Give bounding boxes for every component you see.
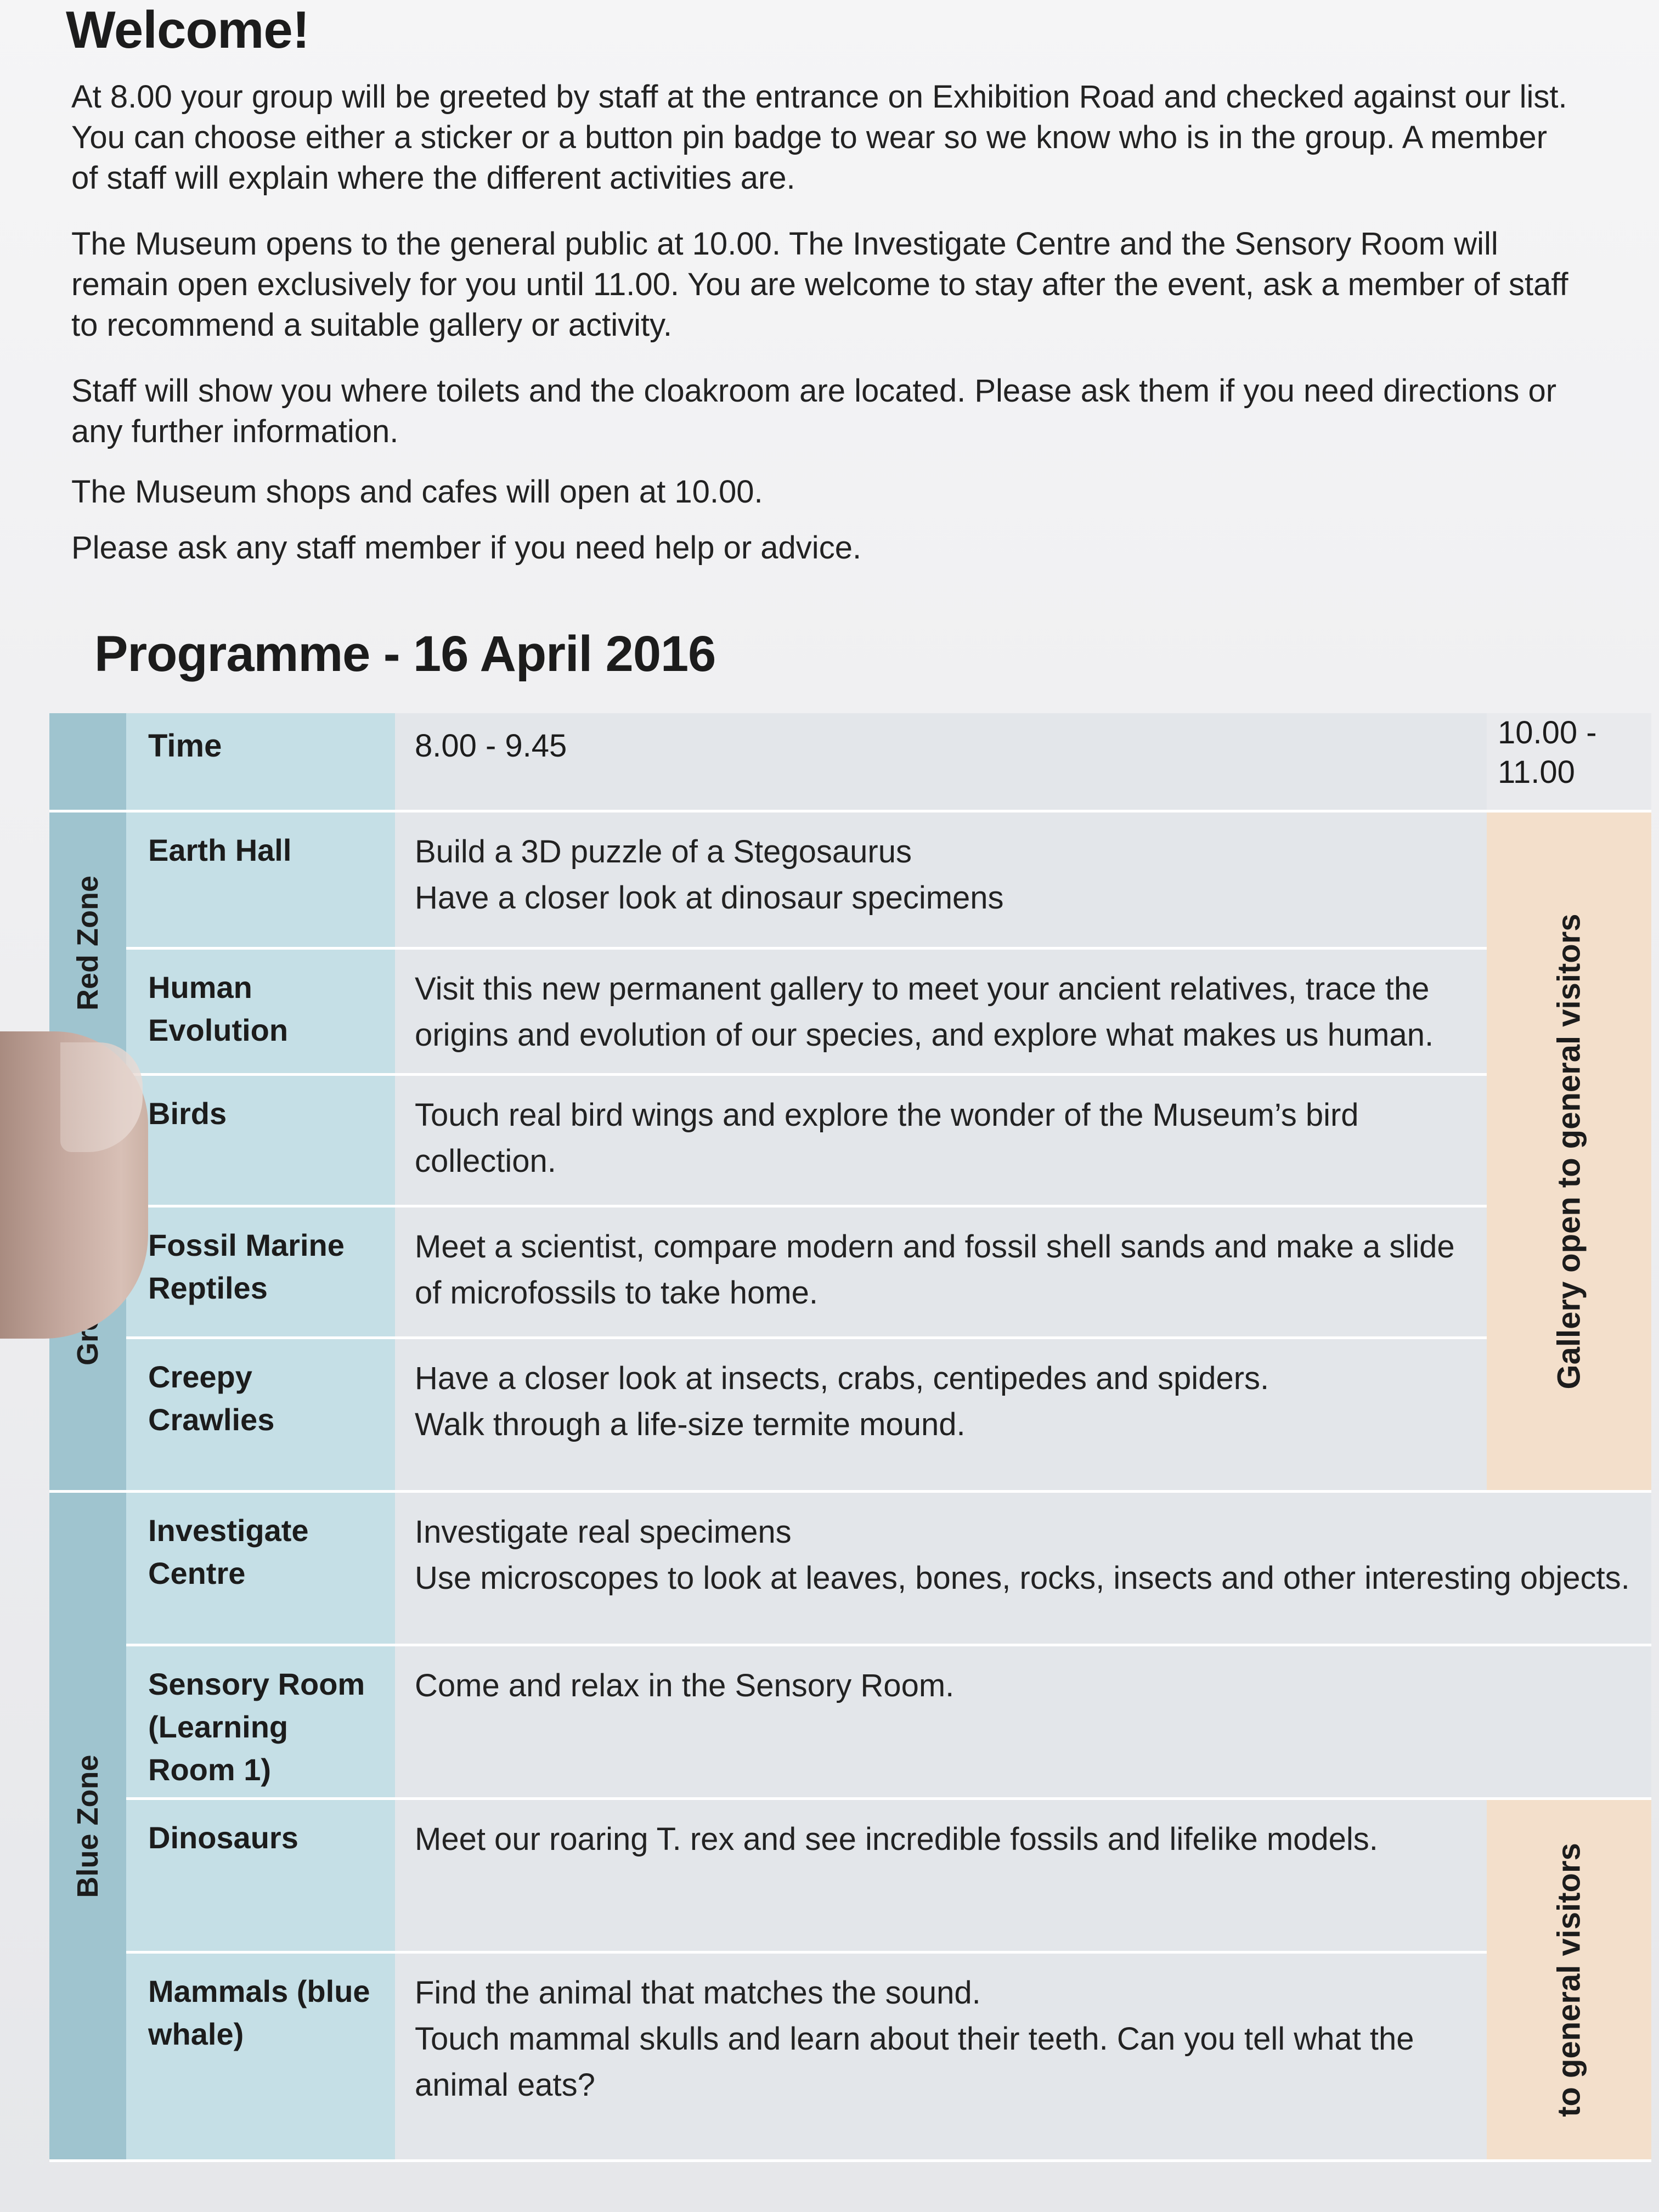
programme-header-row xyxy=(49,713,1651,811)
slot-1-header: 8.00 - 9.45 xyxy=(395,713,1487,811)
programme-title: Programme - 16 April 2016 xyxy=(94,626,716,682)
welcome-heading: Welcome! xyxy=(66,1,309,59)
area-name: Earth Hall xyxy=(126,811,395,949)
welcome-paragraph-2: The Museum opens to the general public at 10.00. The Investigate Centre and the Sensory Room will remain open exclusively for you until 11.00. You are welcome to stay after the event, ask a member of staff to recommend a suitable gallery or activity. xyxy=(71,226,1568,343)
activity-cell xyxy=(395,949,1487,1075)
activity-cell xyxy=(395,1799,1487,1953)
area-name: Investigate Centre xyxy=(126,1492,395,1645)
area-name: Birds xyxy=(126,1075,395,1206)
blue-zone-label: Blue Zone xyxy=(71,1754,104,1898)
red-zone-label: Red Zone xyxy=(71,875,104,1011)
activity: Touch real bird wings and explore the wonder of the Museum’s bird collection. xyxy=(415,1097,1359,1179)
table-row xyxy=(49,1492,1651,1645)
area-name: Sensory Room (Learning Room 1) xyxy=(126,1645,395,1799)
table-row xyxy=(49,1953,1651,2161)
table-row xyxy=(49,1338,1651,1492)
table-row xyxy=(49,1206,1651,1338)
welcome-paragraph-4: The Museum shops and cafes will open at 10.00. xyxy=(71,474,763,510)
table-row xyxy=(49,1799,1651,1953)
area-name: Mammals (blue whale) xyxy=(126,1953,395,2161)
activity: Have a closer look at dinosaur specimens xyxy=(415,880,1004,916)
table-row xyxy=(49,949,1651,1075)
activity: Build a 3D puzzle of a Stegosaurus xyxy=(415,834,912,870)
zone-header-cell xyxy=(49,713,126,811)
activity: Come and relax in the Sensory Room. xyxy=(415,1668,955,1703)
activity: Walk through a life-size termite mound. xyxy=(415,1407,966,1442)
area-name: Dinosaurs xyxy=(126,1799,395,1953)
activity-cell xyxy=(395,1645,1651,1799)
activity-cell xyxy=(395,1338,1487,1492)
area-name: Fossil Marine Reptiles xyxy=(126,1206,395,1338)
programme-table xyxy=(49,713,1651,2162)
activity-cell xyxy=(395,811,1487,949)
activity: Use microscopes to look at leaves, bones, rocks, insects and other interesting objects. xyxy=(415,1560,1630,1596)
gallery-open-cell-partial xyxy=(1487,1799,1651,2161)
blue-zone-label-cell xyxy=(49,1492,126,2161)
table-row xyxy=(49,1645,1651,1799)
gallery-open-label-partial: to general visitors xyxy=(1551,1842,1587,2117)
welcome-paragraph-3: Staff will show you where toilets and the cloakroom are located. Please ask them if you need directions or any further information. xyxy=(71,373,1557,449)
activity: Find the animal that matches the sound. xyxy=(415,1975,981,2011)
activity: Meet our roaring T. rex and see incredible fossils and lifelike models. xyxy=(415,1821,1378,1857)
activity-cell xyxy=(395,1206,1487,1338)
activity: Visit this new permanent gallery to meet your ancient relatives, trace the origins and evolution of our species, and explore what makes us human. xyxy=(415,971,1434,1053)
gallery-open-cell xyxy=(1487,811,1651,1492)
activity: Meet a scientist, compare modern and fossil shell sands and make a slide of microfossils to take home. xyxy=(415,1229,1455,1311)
activity-cell xyxy=(395,1953,1487,2161)
activity: Have a closer look at insects, crabs, centipedes and spiders. xyxy=(415,1361,1269,1396)
activity: Investigate real specimens xyxy=(415,1514,792,1550)
welcome-paragraph-1: At 8.00 your group will be greeted by staff at the entrance on Exhibition Road and checked against our list. You can choose either a sticker or a button pin badge to wear so we know who is in the group. A member of staff will explain where the different activities are. xyxy=(71,79,1567,196)
activity: Touch mammal skulls and learn about their teeth. Can you tell what the animal eats? xyxy=(415,2021,1414,2103)
time-header: Time xyxy=(126,713,395,811)
slot-2-header: 10.00 - 11.00 xyxy=(1487,713,1651,811)
activity-cell xyxy=(395,1492,1651,1645)
gallery-open-label: Gallery open to general visitors xyxy=(1551,913,1587,1390)
area-name: Human Evolution xyxy=(126,949,395,1075)
table-row xyxy=(49,811,1651,949)
welcome-paragraph-5: Please ask any staff member if you need help or advice. xyxy=(71,530,862,566)
area-name: Creepy Crawlies xyxy=(126,1338,395,1492)
activity-cell xyxy=(395,1075,1487,1206)
table-row xyxy=(49,1075,1651,1206)
